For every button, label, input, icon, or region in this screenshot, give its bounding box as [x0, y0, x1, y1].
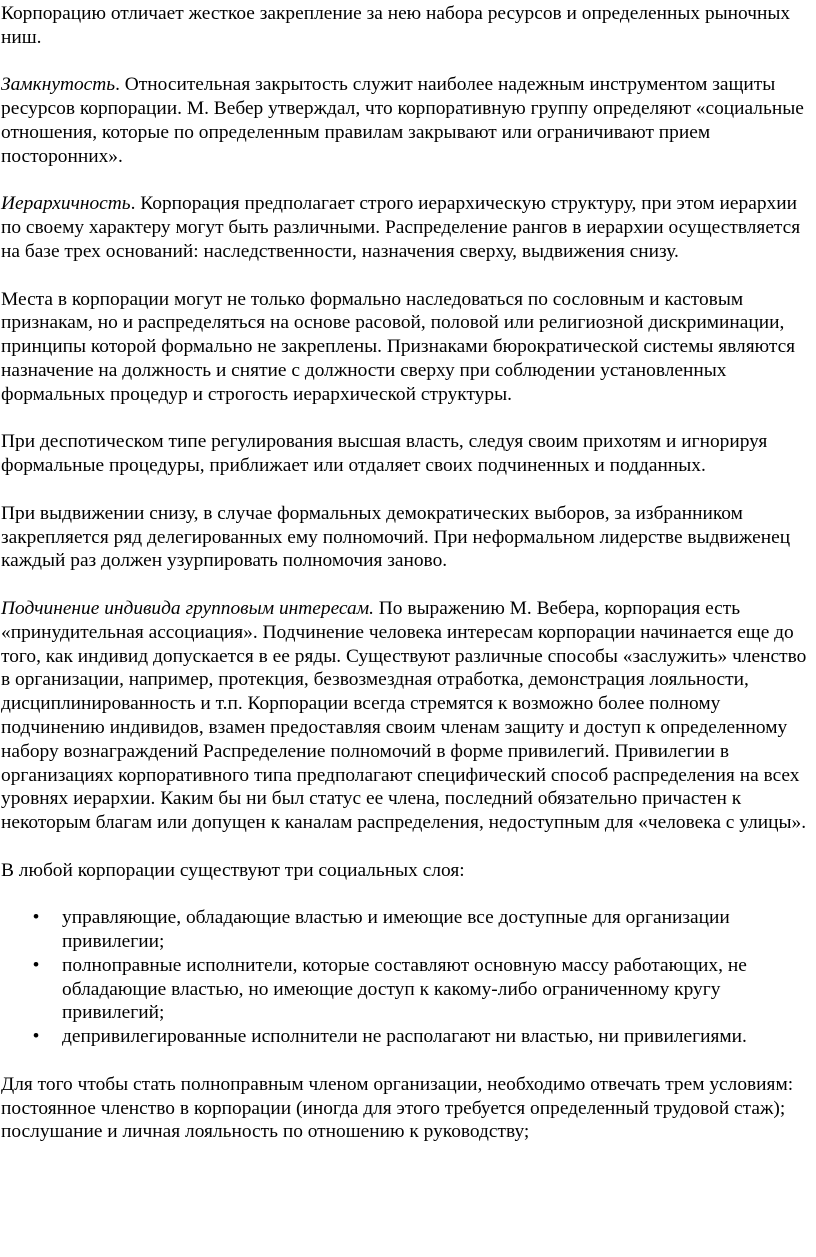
paragraph-text: При выдвижении снизу, в случае формальных демократических выборов, за избранником закрепляется ряд делегированных ему полномочий. При неформальном лидерстве выдвиженец каждый раз должен узурпировать полномочия заново.	[1, 502, 791, 572]
list-item-text: управляющие, обладающие властью и имеющие все доступные для организации привилегии;	[62, 907, 730, 953]
paragraph-places-in-corporation	[1, 288, 810, 407]
term-subordination: Подчинение индивида групповым интересам.	[1, 597, 374, 619]
paragraph-corporation-resources	[1, 2, 810, 50]
list-item-text: депривилегированные исполнители не располагают ни властью, ни привилегиями.	[62, 1026, 747, 1048]
paragraph-text: Места в корпорации могут не только формально наследоваться по сословным и кастовым признакам, но и распределяться на основе расовой, половой или религиозной дискриминации, принципы которой формально не закреплены. Признаками бюрократической системы являются назначение на должность и снятие с должности сверху при соблюдении установленных формальных процедур и строгость иерархической структуры.	[1, 288, 796, 405]
list-item	[1, 906, 810, 954]
bullet-icon: •	[32, 907, 40, 929]
list-item-text: полноправные исполнители, которые составляют основную массу работающих, не обладающие властью, но имеющие доступ к какому-либо ограниченному кругу привилегий;	[62, 954, 747, 1024]
paragraph-text: Корпорацию отличает жесткое закрепление за нею набора ресурсов и определенных рыночных ниш.	[1, 3, 791, 48]
paragraph-text: При деспотическом типе регулирования высшая власть, следуя своим прихотям и игнорируя формальные процедуры, приближает или отдаляет своих подчиненных и подданных.	[1, 431, 768, 477]
paragraph-text: . Относительная закрытость служит наиболее надежным инструментом защиты ресурсов корпорации. М. Вебер утверждал, что корпоративную группу определяют «социальные отношения, которые по определенным правилам закрывают или ограничивают прием посторонних».	[1, 74, 804, 167]
paragraph-text: . Корпорация предполагает строго иерархическую структуру, при этом иерархии по своему характеру могут быть различными. Распределение рангов в иерархии осуществляется на базе трех оснований: наследственности, назначения сверху, выдвижения снизу.	[1, 193, 801, 262]
paragraph-hierarchy	[1, 192, 810, 263]
list-item	[1, 1025, 810, 1049]
paragraph-text: В любой корпорации существуют три социальных слоя:	[1, 859, 465, 881]
paragraph-text: Для того чтобы стать полноправным членом организации, необходимо отвечать трем условиям: постоянное членство в корпорации (иногда для этого требуется определенный трудовой стаж); послушание и личная лояльность по отношению к руководству;	[1, 1073, 794, 1143]
paragraph-subordination	[1, 597, 810, 835]
paragraph-promotion-from-below	[1, 502, 810, 573]
bullet-icon: •	[32, 1026, 40, 1048]
paragraph-text: По выражению М. Вебера, корпорация есть «принудительная ассоциация». Подчинение человека интересам корпорации начинается еще до того, как индивид допускается в ее ряды. Существуют различные способы «заслужить» членство в организации, например, протекция, безвозмездная отработка, демонстрация лояльности, дисциплинированность и т.п. Корпорации всегда стремятся к возможно более полному подчинению индивидов, взамен предоставляя своим членам защиту и доступ к определенному набору вознаграждений Распределение полномочий в форме привилегий. Привилегии в организациях корпоративного типа предполагают специфический способ распределения на всех уровнях иерархии. Каким бы ни был статус ее члена, последний обязательно причастен к некоторым благам или допущен к каналам распределения, недоступным для «человека с улицы».	[1, 597, 807, 834]
term-hierarchy: Иерархичность	[1, 193, 131, 215]
list-item	[1, 954, 810, 1025]
paragraph-membership-conditions	[1, 1073, 810, 1144]
bullet-icon: •	[32, 954, 40, 976]
paragraph-despotic-regulation	[1, 430, 810, 478]
paragraph-three-layers-intro	[1, 859, 810, 883]
term-closedness: Замкнутость	[1, 74, 116, 96]
social-layers-list	[1, 906, 810, 1049]
paragraph-closedness	[1, 73, 810, 168]
